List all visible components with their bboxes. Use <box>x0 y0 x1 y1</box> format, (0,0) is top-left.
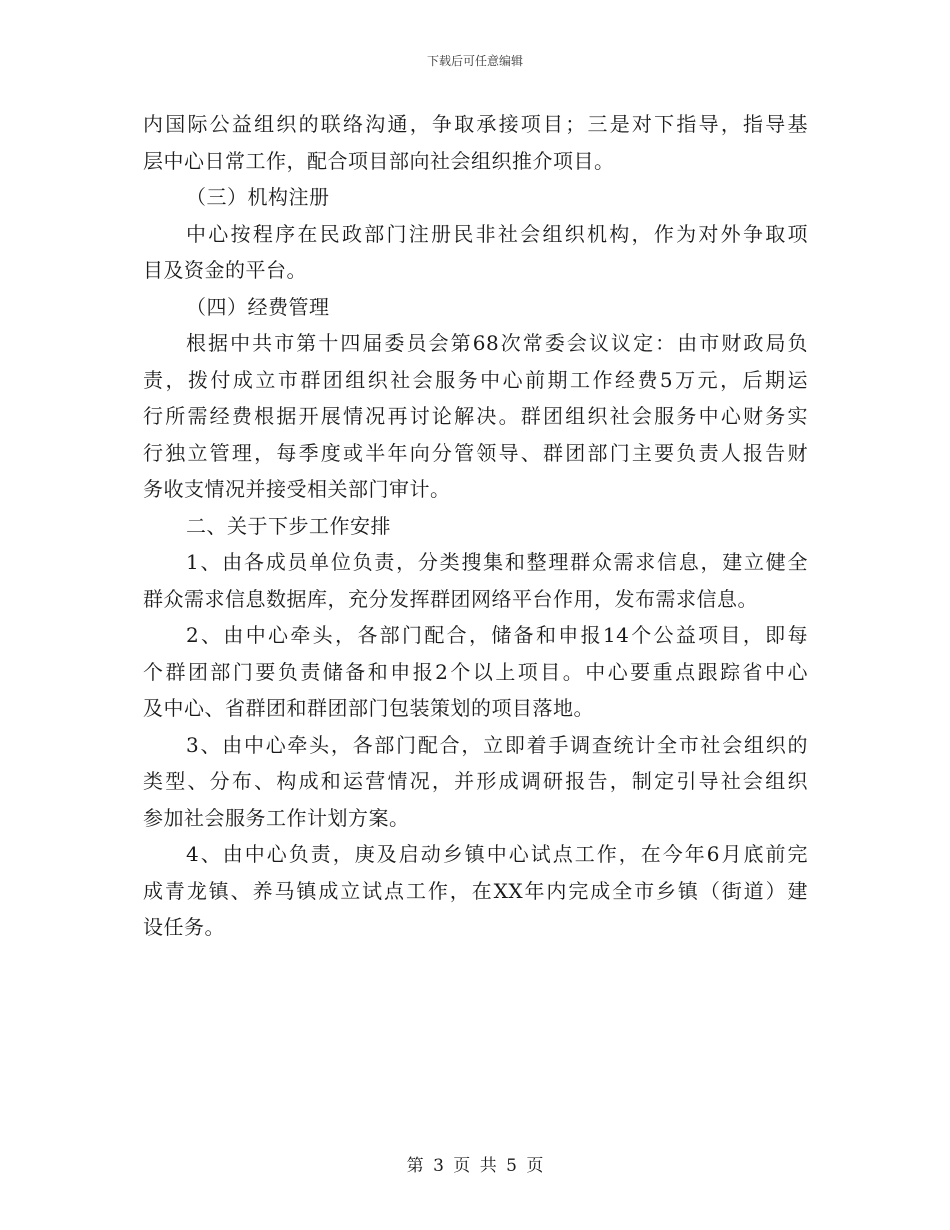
text-line: 务收支情况并接受相关部门审计。 <box>143 477 451 501</box>
text-line: 参加社会服务工作计划方案。 <box>143 805 410 830</box>
document-body <box>143 106 808 946</box>
text-line: （四）经费管理 <box>186 294 330 319</box>
text-line: 行所需经费根据开展情况再讨论解决。群团组织社会服务中心财务实 <box>143 404 808 428</box>
page-header: 下载后可任意编辑 <box>426 54 523 68</box>
text-line: 1、由各成员单位负责，分类搜集和整理群众需求信息，建立健全 <box>186 550 808 574</box>
text-line: 二、关于下步工作安排 <box>186 513 391 538</box>
text-line: 2、由中心牵头，各部门配合，储备和申报14个公益项目，即每 <box>186 623 808 647</box>
text-line: 个群团部门要负责储备和申报2个以上项目。中心要重点跟踪省中心 <box>143 659 808 684</box>
text-line: 成青龙镇、养马镇成立试点工作，在XX年内完成全市乡镇（街道）建 <box>143 878 808 903</box>
text-line: 行独立管理，每季度或半年向分管领导、群团部门主要负责人报告财 <box>143 440 808 465</box>
text-line: 及中心、省群团和群团部门包装策划的项目落地。 <box>143 696 594 720</box>
text-line: 目及资金的平台。 <box>143 258 307 282</box>
text-line: 类型、分布、构成和运营情况，并形成调研报告，制定引导社会组织 <box>143 769 808 793</box>
text-line: 4、由中心负责，庚及启动乡镇中心试点工作，在今年6月底前完 <box>186 842 808 866</box>
text-line: 中心按程序在民政部门注册民非社会组织机构，作为对外争取项 <box>186 221 808 246</box>
text-line: 设任务。 <box>143 915 225 939</box>
text-line: （三）机构注册 <box>186 185 330 209</box>
text-line: 根据中共市第十四届委员会第68次常委会议议定：由市财政局负 <box>186 331 808 355</box>
text-line: 3、由中心牵头，各部门配合，立即着手调查统计全市社会组织的 <box>186 732 808 757</box>
text-line: 层中心日常工作，配合项目部向社会组织推介项目。 <box>143 148 615 173</box>
text-line: 群众需求信息数据库，充分发挥群团网络平台作用，发布需求信息。 <box>143 586 758 611</box>
text-line: 责，拨付成立市群团组织社会服务中心前期工作经费5万元，后期运 <box>143 367 808 392</box>
text-line: 内国际公益组织的联络沟通，争取承接项目；三是对下指导，指导基 <box>143 112 808 136</box>
page-footer: 第 3 页 共 5 页 <box>406 1156 544 1176</box>
